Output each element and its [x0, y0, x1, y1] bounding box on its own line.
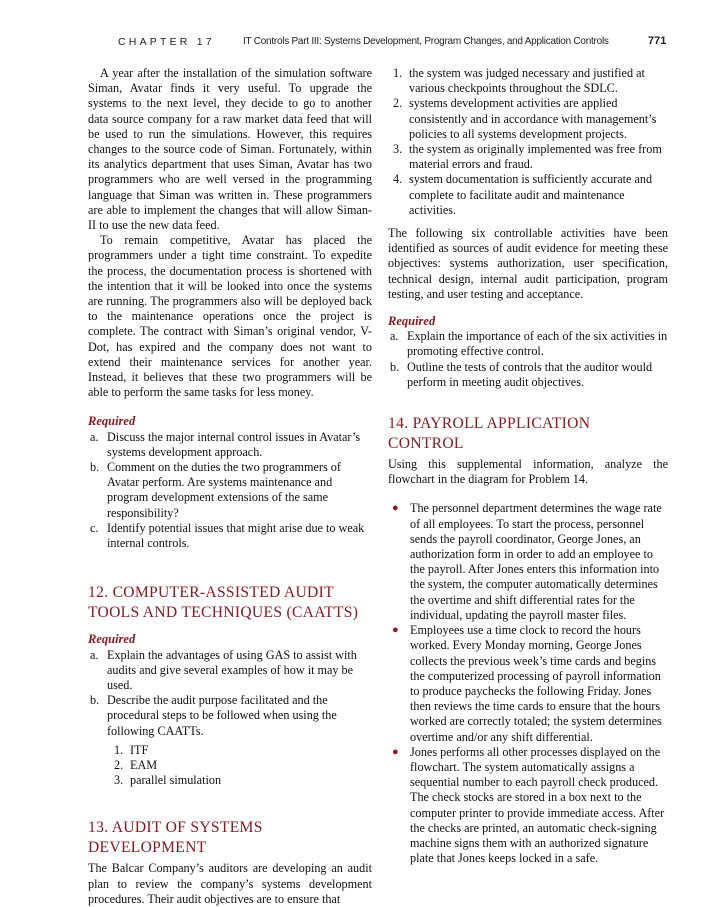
required-list [388, 329, 668, 390]
body-paragraph: The following six controllable activities have been identified as sources of audit evidence for meeting these objectives: systems authorization, user specification, technical design, internal audit participation, program testing, and user testing and acceptance. [388, 226, 668, 301]
list-item [88, 743, 372, 758]
list-item [388, 96, 668, 142]
list-marker: 1. [114, 742, 124, 757]
list-item [388, 142, 668, 172]
list-item-text: the system as originally implemented was free from material errors and fraud. [409, 142, 662, 172]
list-marker: 2. [114, 757, 124, 772]
bullet-icon: ● [392, 502, 399, 515]
required-heading: Required [88, 414, 136, 429]
list-item [388, 66, 668, 96]
list-marker: 3. [393, 142, 403, 157]
required-heading: Required [88, 632, 136, 647]
list-marker: 3. [114, 773, 124, 788]
caatts-list [88, 743, 372, 789]
list-marker: 2. [393, 96, 403, 111]
list-marker: 4. [393, 172, 403, 187]
list-marker: c. [90, 520, 99, 535]
list-item [388, 172, 668, 218]
list-item [88, 521, 372, 551]
list-item-text: Jones performs all other processes displayed on the flowchart. The system automatically assigns a sequential number to each payroll check produced. The check stocks are stored in a box next to the computer printer to provide immediate access. After the checks are printed, an automatic check-signing machine signs them with an authorized signature plate that Jones keeps locked in a safe. [410, 744, 665, 866]
list-item [388, 329, 668, 359]
list-item [88, 460, 372, 521]
list-marker: a. [90, 647, 99, 662]
list-marker: b. [390, 359, 400, 374]
payroll-bullet-list [388, 501, 668, 866]
list-item-text: ITF [130, 742, 149, 757]
list-marker: b. [90, 460, 100, 475]
list-item-text: parallel simulation [130, 773, 222, 788]
list-item-text: Comment on the duties the two programmers of Avatar perform. Are systems maintenance and program development extensions of the same responsibility? [107, 460, 341, 520]
list-item-text: systems development activities are applied consistently and in accordance with management’s policies to all systems development projects. [409, 96, 657, 141]
list-item-text: Employees use a time clock to record the hours worked. Every Monday morning, George Jones collects the previous week’s time cards and begins the computerized processing of payroll information to produce paychecks the following Friday. Jones then reviews the time cards to ensure that the hours worked are correctly totaled; the system determines overtime and/or any shift differential. [410, 623, 662, 744]
section-heading-14: 14. PAYROLL APPLICATION CONTROL [388, 415, 591, 452]
list-item [88, 693, 372, 739]
body-paragraph: To remain competitive, Avatar has placed the programmers under a tight time constraint. To expedite the process, the documentation process is shortened with the intention that it will be looked into once the systems are running. The programmers also will be deployed back to the maintenance operations once the project is complete. The contract with Siman’s original vendor, V-Dot, has expired and the company does not want to extend their maintenance services for another year. Instead, it believes that these two programmers will be able to perform the same tasks for less money. [88, 233, 372, 400]
list-item-text: The personnel department determines the wage rate of all employees. To start the process, personnel sends the payroll coordinator, George Jones, an authorization form in order to add an employee to the payroll. After Jones enters this information into the system, the computer automatically determines the overtime and shift differential rates for the individual, updating the payroll master files. [410, 501, 662, 622]
running-title: IT Controls Part III: Systems Development, Program Changes, and Application Controls [243, 36, 609, 47]
list-item [88, 773, 372, 788]
objectives-list [388, 66, 668, 218]
list-marker: 1. [393, 66, 403, 80]
list-item [88, 430, 372, 460]
list-item-text: Discuss the major internal control issues in Avatar’s systems development approach. [107, 429, 361, 459]
required-list [88, 430, 372, 552]
list-item-text: the system was judged necessary and justified at various checkpoints throughout the SDLC. [409, 66, 645, 96]
bullet-icon: ● [392, 624, 399, 637]
body-paragraph: The Balcar Company’s auditors are developing an audit plan to review the company’s systems development procedures. Their audit objectives are to ensure that [88, 861, 372, 906]
list-item [388, 501, 668, 623]
section-heading-13: 13. AUDIT OF SYSTEMS DEVELOPMENT [88, 819, 263, 856]
list-marker: a. [90, 429, 99, 444]
list-item-text: EAM [130, 757, 158, 772]
bullet-icon: ● [392, 745, 399, 758]
list-item-text: system documentation is sufficiently accurate and complete to facilitate audit and maintenance activities. [409, 172, 653, 217]
list-item [88, 648, 372, 694]
list-item [388, 745, 668, 867]
page-number: 771 [648, 35, 667, 47]
list-marker: b. [90, 693, 100, 708]
running-header [0, 36, 719, 52]
section-heading-12: 12. COMPUTER-ASSISTED AUDIT TOOLS AND TECHNIQUES (CAATTS) [88, 584, 359, 621]
list-marker: a. [390, 329, 399, 344]
required-list [88, 648, 372, 739]
list-item-text: Explain the importance of each of the six activities in promoting effective control. [407, 329, 668, 359]
list-item [388, 360, 668, 390]
list-item-text: Outline the tests of controls that the auditor would perform in meeting audit objectives. [407, 359, 653, 389]
list-item [388, 623, 668, 745]
left-column [88, 66, 372, 907]
right-column [388, 66, 668, 866]
body-paragraph: A year after the installation of the simulation software Siman, Avatar finds it very useful. To upgrade the systems to the next level, they decide to go to another data source company for a raw market data feed that will be used to run the simulations. However, this requires changes to the source code of Siman. Fortunately, within its analytics department that uses Siman, Avatar has two programmers who are well versed in the programming language that Siman was written in. These programmers are able to implement the changes that will allow Siman-II to use the new data feed. [88, 66, 372, 233]
list-item-text: Identify potential issues that might arise due to weak internal controls. [107, 520, 365, 551]
list-item-text: Describe the audit purpose facilitated and the procedural steps to be followed when using the following CAATTs. [107, 693, 337, 738]
required-heading: Required [388, 314, 436, 329]
body-paragraph: Using this supplemental information, analyze the flowchart in the diagram for Problem 14. [388, 457, 668, 487]
list-item [88, 758, 372, 773]
list-item-text: Explain the advantages of using GAS to assist with audits and give several examples of how it may be used. [107, 647, 357, 692]
chapter-label: CHAPTER 17 [118, 36, 215, 48]
